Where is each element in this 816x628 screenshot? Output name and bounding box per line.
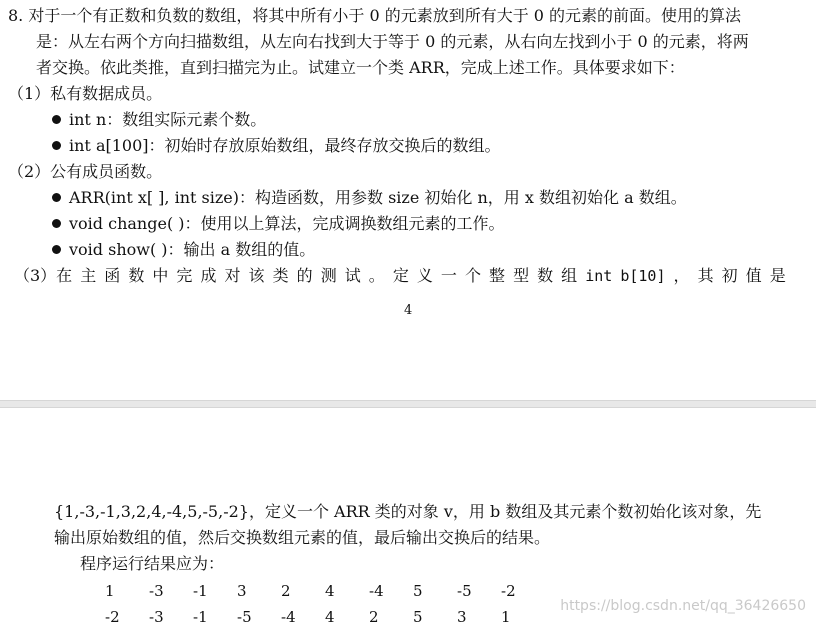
page-separator xyxy=(0,400,816,408)
output-value: -5 xyxy=(237,608,252,626)
bullet-text: void change( )：使用以上算法，完成调换数组元素的工作。 xyxy=(69,214,505,233)
section-1-heading: （1）私有数据成员。 xyxy=(8,84,163,103)
section-3-word: 是 xyxy=(769,266,786,285)
problem-line-1: 8. 对于一个有正数和负数的数组，将其中所有小于 0 的元素放到所有大于 0 的元素的前面。使用的算法 xyxy=(8,6,742,25)
section-3-word: 的 xyxy=(296,266,313,285)
bullet-text: ARR(int x[ ], int size)：构造函数，用参数 size 初始化 n，用 x 数组初始化 a 数组。 xyxy=(69,188,687,207)
section-3-word: 定 xyxy=(392,266,409,285)
section-3-word: 主 xyxy=(80,266,97,285)
bullet-icon xyxy=(52,115,61,124)
output-value: 1 xyxy=(501,608,511,626)
page-number: 4 xyxy=(404,303,413,318)
section-3-word: 成 xyxy=(200,266,217,285)
section-3-word: 试 xyxy=(344,266,361,285)
section-3-line xyxy=(14,265,786,287)
bullet-icon xyxy=(52,219,61,228)
output-value: 3 xyxy=(237,582,247,600)
continuation-line-1: {1,-3,-1,3,2,4,-4,5,-5,-2}，定义一个 ARR 类的对象 v，用 b 数组及其元素个数初始化该对象，先 xyxy=(54,502,762,521)
bullet-item xyxy=(52,239,315,261)
output-value: 2 xyxy=(281,582,291,600)
output-value: 1 xyxy=(105,582,115,600)
output-value: -1 xyxy=(193,608,208,626)
section-3-word: 个 xyxy=(464,266,481,285)
output-value: 2 xyxy=(369,608,379,626)
bullet-icon xyxy=(52,193,61,202)
section-3-word: 类 xyxy=(272,266,289,285)
section-3-word: 该 xyxy=(248,266,265,285)
output-value: -5 xyxy=(457,582,472,600)
problem-line-2: 是：从左右两个方向扫描数组，从左向右找到大于等于 0 的元素，从右向左找到小于 0 的元素，将两 xyxy=(36,32,749,51)
output-value: 5 xyxy=(413,582,423,600)
bullet-text: int a[100]：初始时存放原始数组，最终存放交换后的数组。 xyxy=(69,136,501,155)
bullet-icon xyxy=(52,141,61,150)
output-value: 4 xyxy=(325,582,335,600)
output-value: 4 xyxy=(325,608,335,626)
bullet-text: int n：数组实际元素个数。 xyxy=(69,110,267,129)
section-3-word: 对 xyxy=(224,266,241,285)
output-value: -1 xyxy=(193,582,208,600)
section-3-word: 一 xyxy=(440,266,457,285)
section-3-word: ， xyxy=(673,266,690,285)
watermark: https://blog.csdn.net/qq_36426650 xyxy=(560,598,806,614)
section-3-word: 其 xyxy=(697,266,714,285)
section-3-word: 义 xyxy=(416,266,433,285)
bullet-item xyxy=(52,135,501,157)
section-3-word: 测 xyxy=(320,266,337,285)
section-3-word: 值 xyxy=(745,266,762,285)
continuation-line-2: 输出原始数组的值，然后交换数组元素的值，最后输出交换后的结果。 xyxy=(54,528,551,547)
section-3-word: int xyxy=(585,267,613,285)
output-row-original xyxy=(105,580,545,602)
bullet-item xyxy=(52,213,505,235)
bullet-text: void show( )：输出 a 数组的值。 xyxy=(69,240,316,259)
section-2-heading: （2）公有成员函数。 xyxy=(8,162,163,181)
problem-line-3: 者交换。依此类推，直到扫描完为止。试建立一个类 ARR，完成上述工作。具体要求如下： xyxy=(36,58,685,77)
section-3-word: b[10] xyxy=(620,267,666,285)
output-value: -3 xyxy=(149,582,164,600)
section-3-word: 数 xyxy=(537,266,554,285)
bullet-item xyxy=(52,187,687,209)
section-3-word: 整 xyxy=(489,266,506,285)
section-3-word: 完 xyxy=(176,266,193,285)
section-3-word: 数 xyxy=(128,266,145,285)
result-label: 程序运行结果应为： xyxy=(80,554,225,573)
output-value: -3 xyxy=(149,608,164,626)
section-3-word: 组 xyxy=(561,266,578,285)
section-3-word: 型 xyxy=(513,266,530,285)
output-value: -2 xyxy=(501,582,516,600)
section-3-word: （3）在 xyxy=(14,266,73,285)
section-3-word: 。 xyxy=(368,266,385,285)
output-value: 3 xyxy=(457,608,467,626)
output-value: -2 xyxy=(105,608,120,626)
section-3-word: 初 xyxy=(721,266,738,285)
output-row-changed xyxy=(105,606,545,628)
output-value: -4 xyxy=(369,582,384,600)
output-value: 5 xyxy=(413,608,423,626)
section-3-word: 函 xyxy=(104,266,121,285)
output-value: -4 xyxy=(281,608,296,626)
bullet-item xyxy=(52,109,266,131)
section-3-word: 中 xyxy=(152,266,169,285)
bullet-icon xyxy=(52,245,61,254)
